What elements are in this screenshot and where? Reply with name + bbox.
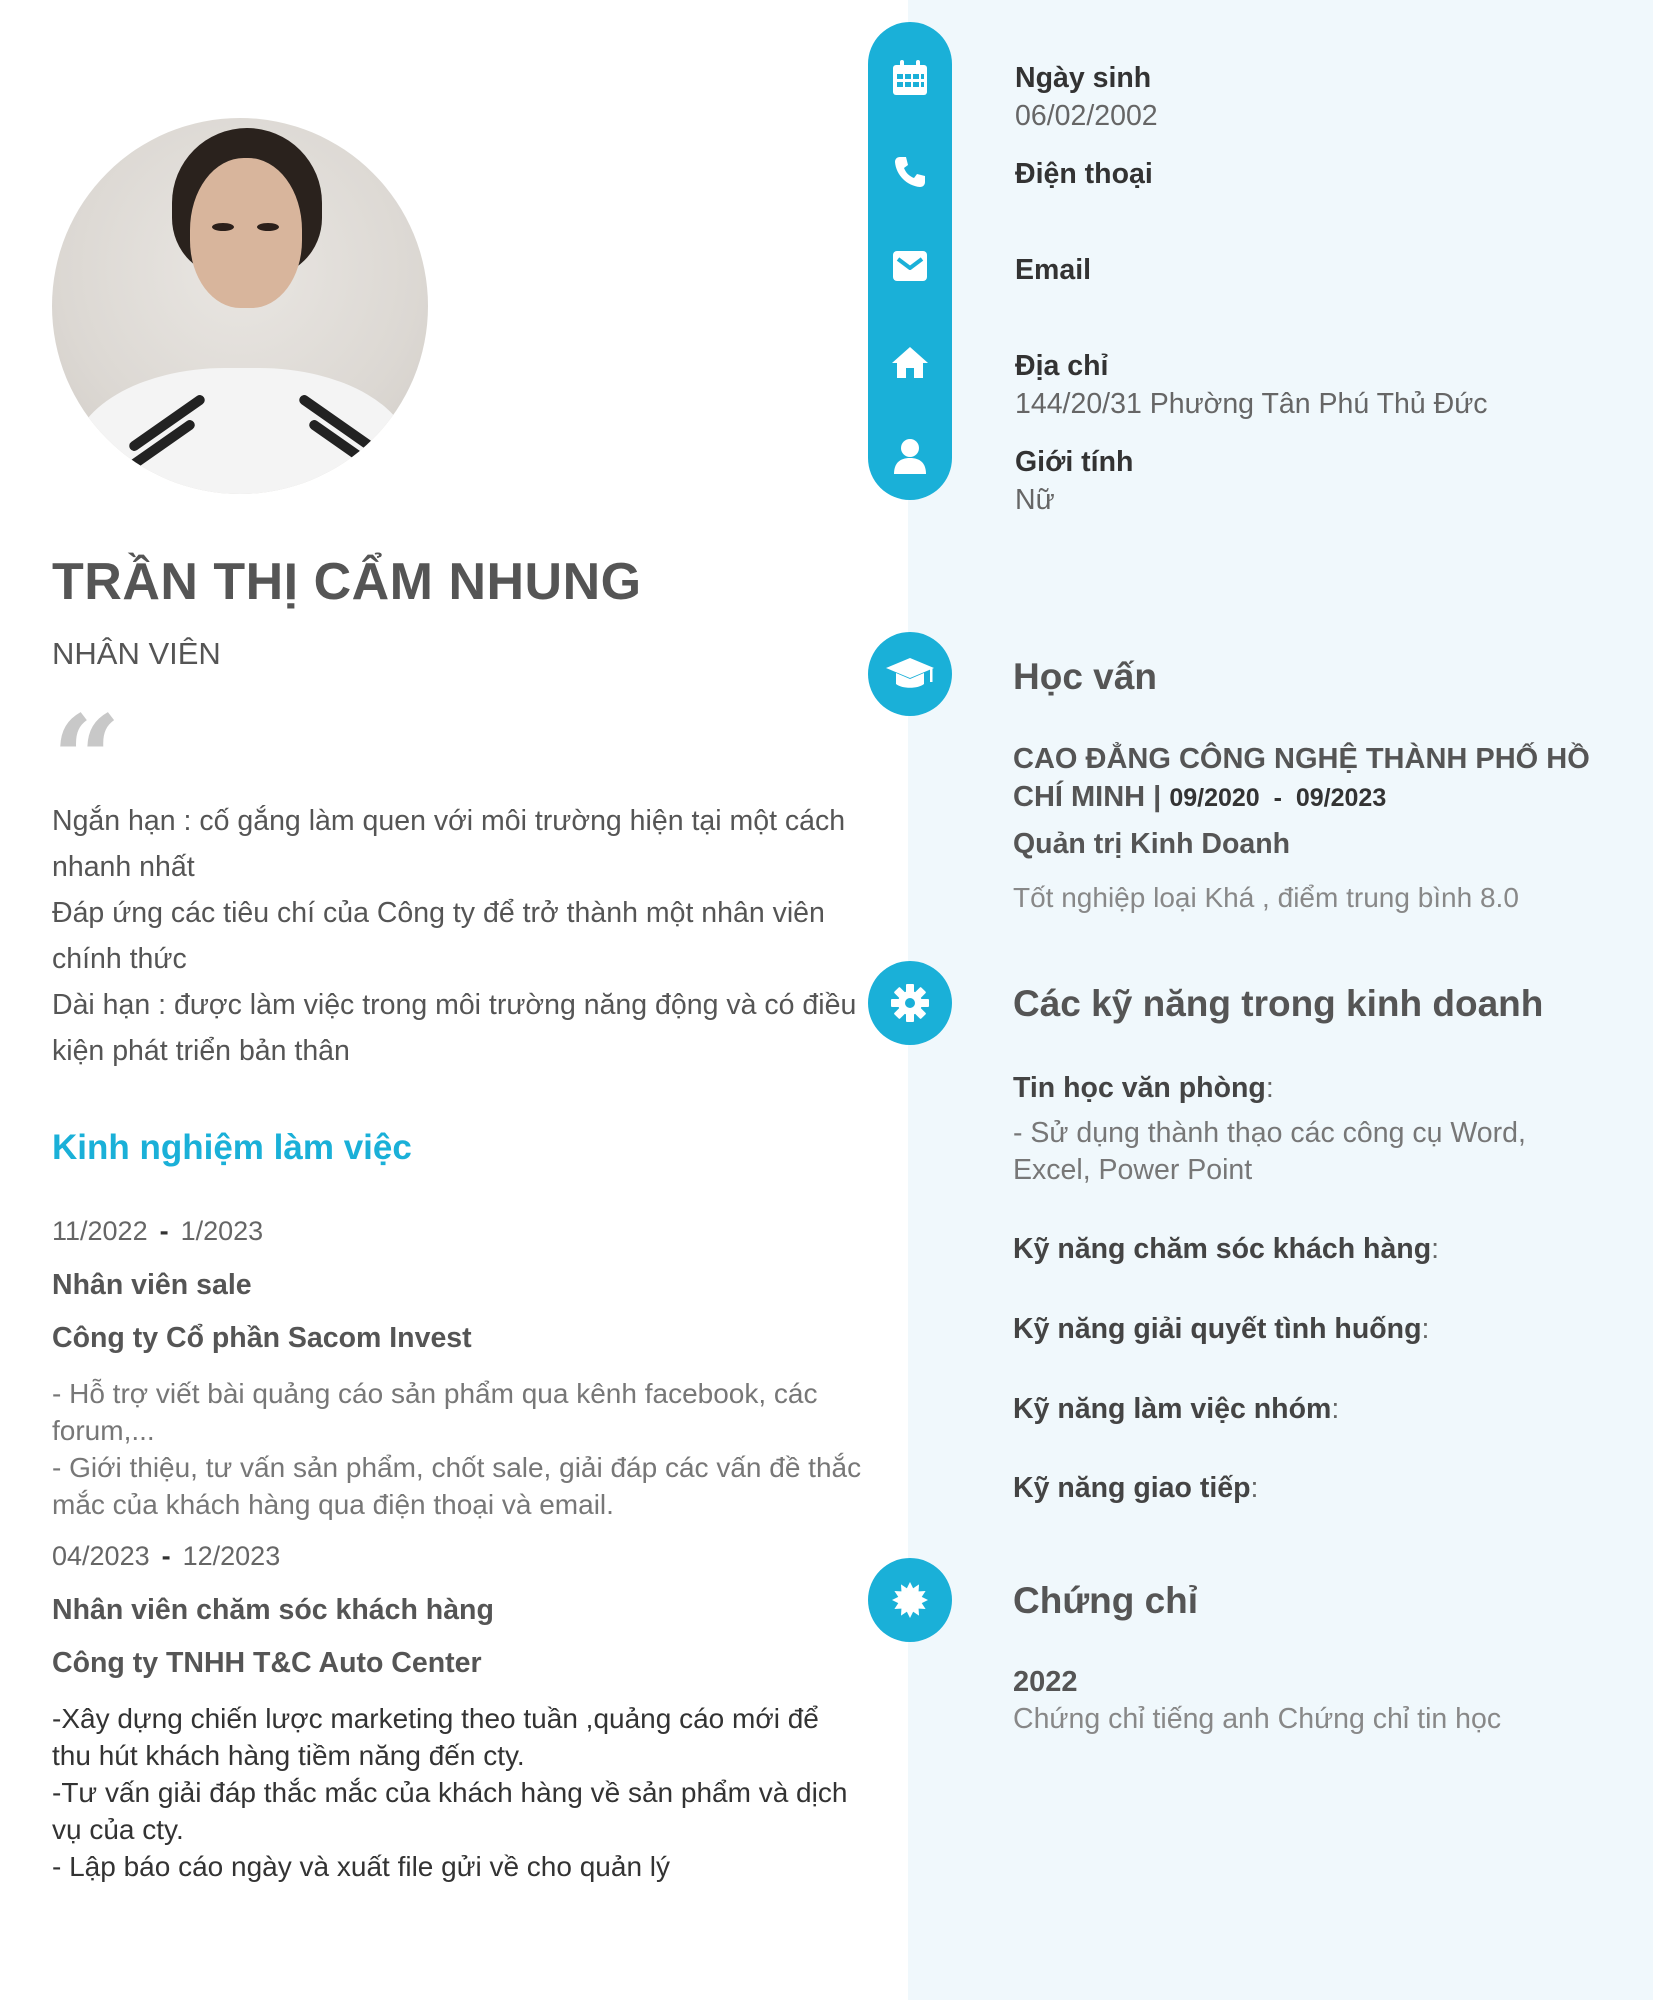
experience-item bbox=[52, 1541, 862, 1885]
career-objective bbox=[52, 798, 862, 1074]
address-value: 144/20/31 Phường Tân Phú Thủ Đức bbox=[1015, 388, 1488, 420]
skill-name: Kỹ năng giao tiếp: bbox=[1013, 1472, 1259, 1504]
education-description: Tốt nghiệp loại Khá , điểm trung bình 8.0 bbox=[1013, 882, 1519, 913]
skill-name: Kỹ năng chăm sóc khách hàng: bbox=[1013, 1233, 1440, 1265]
skills-heading: Các kỹ năng trong kinh doanh bbox=[1013, 983, 1544, 1024]
birthday-value: 06/02/2002 bbox=[1015, 100, 1158, 132]
phone-label: Điện thoại bbox=[1015, 158, 1153, 190]
home-icon bbox=[868, 332, 952, 392]
avatar bbox=[52, 118, 428, 494]
education-school: CAO ĐẲNG CÔNG NGHỆ THÀNH PHỐ HỒ CHÍ MINH | 09/2020 - 09/2023 bbox=[1013, 743, 1590, 813]
experience-role: Nhân viên sale bbox=[52, 1269, 252, 1301]
certificate-description: Chứng chỉ tiếng anh Chứng chỉ tin học bbox=[1013, 1703, 1502, 1735]
objective-line: Đáp ứng các tiêu chí của Công ty để trở thành một nhân viên chính thức bbox=[52, 897, 825, 975]
experience-item bbox=[52, 1216, 862, 1523]
quote-mark: “ bbox=[52, 689, 122, 830]
education-major: Quản trị Kinh Doanh bbox=[1013, 828, 1291, 860]
email-icon bbox=[868, 236, 952, 296]
skill-description: - Sử dụng thành thạo các công cụ Word, Excel, Power Point bbox=[1013, 1117, 1526, 1186]
experience-dates: 11/2022 - 1/2023 bbox=[52, 1216, 264, 1246]
skill-name: Kỹ năng giải quyết tình huống: bbox=[1013, 1313, 1430, 1345]
user-icon bbox=[868, 426, 952, 486]
birthday-label: Ngày sinh bbox=[1015, 62, 1152, 94]
experience-company: Công ty TNHH T&C Auto Center bbox=[52, 1647, 482, 1679]
objective-line: Ngắn hạn : cố gắng làm quen với môi trường hiện tại một cách nhanh nhất bbox=[52, 805, 846, 883]
address-label: Địa chỉ bbox=[1015, 350, 1109, 382]
certificate-year: 2022 bbox=[1013, 1666, 1078, 1698]
graduation-cap-icon bbox=[868, 632, 952, 716]
experience-company: Công ty Cổ phần Sacom Invest bbox=[52, 1322, 472, 1354]
calendar-icon bbox=[868, 48, 952, 108]
objective-line: Dài hạn : được làm việc trong môi trường năng động và có điều kiện phát triển bản thân bbox=[52, 989, 857, 1067]
full-name: TRẦN THỊ CẨM NHUNG bbox=[52, 553, 642, 611]
phone-icon bbox=[868, 142, 952, 202]
job-title: NHÂN VIÊN bbox=[52, 636, 221, 671]
gender-value: Nữ bbox=[1015, 484, 1055, 516]
education-heading: Học vấn bbox=[1013, 656, 1157, 697]
experience-dates: 04/2023 - 12/2023 bbox=[52, 1541, 281, 1571]
gear-icon bbox=[868, 961, 952, 1045]
certificates-heading: Chứng chỉ bbox=[1013, 1580, 1199, 1621]
experience-description: -Xây dựng chiến lược marketing theo tuần ,quảng cáo mới để thu hút khách hàng tiềm năng đến cty. -Tư vấn giải đáp thắc mắc của khách hàng về sản phẩm và dịch vụ của cty. - Lập báo cáo ngày và xuất file gửi về cho quản lý bbox=[52, 1703, 848, 1882]
skill-name: Kỹ năng làm việc nhóm: bbox=[1013, 1393, 1340, 1425]
badge-icon bbox=[868, 1558, 952, 1642]
experience-description: - Hỗ trợ viết bài quảng cáo sản phẩm qua kênh facebook, các forum,... - Giới thiệu, tư vấn sản phẩm, chốt sale, giải đáp các vấn đề thắc mắc của khách hàng qua điện thoại và email. bbox=[52, 1378, 862, 1520]
experience-heading: Kinh nghiệm làm việc bbox=[52, 1128, 412, 1167]
gender-label: Giới tính bbox=[1015, 446, 1134, 478]
email-label: Email bbox=[1015, 254, 1092, 286]
experience-role: Nhân viên chăm sóc khách hàng bbox=[52, 1594, 494, 1626]
skill-name: Tin học văn phòng: bbox=[1013, 1072, 1274, 1104]
contact-icon-bar bbox=[868, 22, 952, 500]
